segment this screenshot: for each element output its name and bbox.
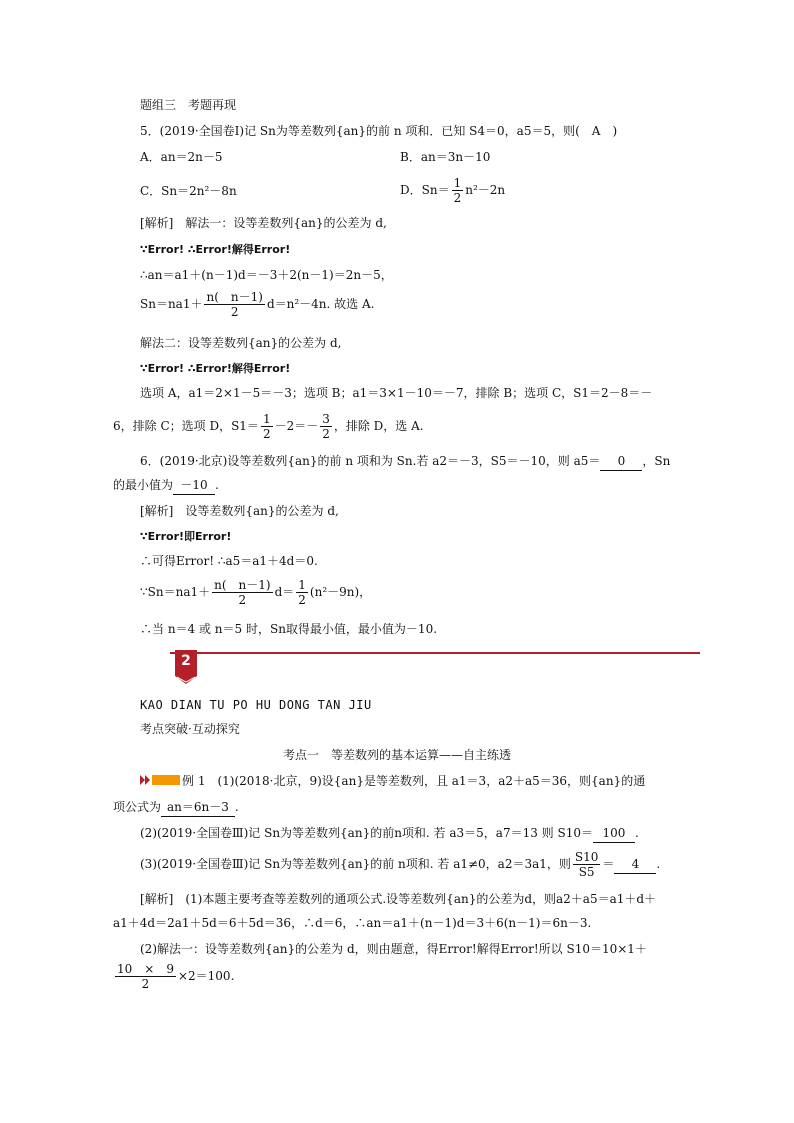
answer-blank: 4: [614, 855, 656, 874]
q5-option-a: A．an＝2n－5: [140, 150, 223, 164]
q5-solution-line: Sn＝na1＋ $\frac{n( n-1)}{2}$ d＝n²－4n. 故选 A.: [140, 290, 375, 319]
point-title: 考点一 等差数列的基本运算——自主练透: [282, 748, 511, 762]
q5-solution-line: ∵Error! ∴Error!解得Error!: [140, 362, 291, 375]
q5-solution-line: 选项 A，a1＝2×1－5＝－3；选项 B；a1＝3×1－10＝－7，排除 B；选项 C，S1＝2－8＝－: [140, 386, 653, 400]
q5-solution-line: ∴an＝a1＋(n－1)d＝－3＋2(n－1)＝2n－5，: [140, 268, 393, 282]
fraction: $\frac{1}{2}$: [298, 578, 306, 607]
group-title: 题组三 考题再现: [140, 98, 237, 112]
fraction: $\frac{3}{2}$: [322, 412, 330, 441]
q5-stem: 5．(2019·全国卷Ⅰ)记 Sn为等差数列{an}的前 n 项和．已知 S4＝0，a5＝5，则( A ): [140, 124, 618, 138]
fraction: $\frac{1}{2}$: [453, 176, 462, 205]
q5-option-c: C．Sn＝2n²－8n: [140, 184, 237, 198]
example-solution-line: $\frac{10 \times 9}{2}$ ×2＝100.: [117, 962, 235, 991]
q5-solution-line: 6，排除 C；选项 D，S1＝ $\frac{1}{2}$ －2＝－ $\frac{3}{2}$ ，排除 D，选 A.: [113, 412, 424, 441]
example-line: (2)(2019·全国卷Ⅲ)记 Sn为等差数列{an}的前n项和. 若 a3＝5，a7＝13 则 S10＝ 100 .: [140, 824, 680, 843]
q5-solution-line: ∵Error! ∴Error!解得Error!: [140, 243, 291, 256]
q6-solution-line: ∴当 n＝4 或 n＝5 时，Sn取得最小值，最小值为－10.: [140, 622, 438, 636]
section-number: 2: [181, 653, 191, 669]
fraction: $\frac{S10}{S5}$: [574, 850, 599, 879]
example-solution-line: a1＋4d＝2a1＋5d＝6＋5d＝36，∴d＝6，∴an＝a1＋(n－1)d＝3＋6(n－1)＝6n－3.: [113, 916, 592, 930]
answer-blank: an＝6n－3: [161, 798, 235, 817]
q6-solution-line: ∵Sn＝na1＋ $\frac{n( n-1)}{2}$ d＝ $\frac{1}{2}$ (n²－9n)，: [140, 578, 372, 607]
answer-blank: 100: [593, 824, 635, 843]
section-pinyin: KAO DIAN TU PO HU DONG TAN JIU: [140, 698, 372, 712]
answer-blank: －10: [173, 476, 215, 495]
example-line: (3)(2019·全国卷Ⅲ)记 Sn为等差数列{an}的前 n项和. 若 a1≠0，a2＝3a1，则 $\frac{S10}{S5}$ ＝ 4 .: [140, 850, 661, 879]
answer-blank: 0: [600, 452, 642, 471]
example-marker-icon: [140, 773, 180, 791]
fraction: $\frac{n( n-1)}{2}$: [206, 290, 263, 319]
fraction: $\frac{n( n-1)}{2}$: [214, 578, 271, 607]
q6-stem: 6．(2019·北京)设等差数列{an}的前 n 项和为 Sn.若 a2＝－3，S5＝－10，则 a5＝ 0 ，Sn: [140, 452, 680, 471]
section-number-badge: [175, 650, 197, 684]
q5-option-b: B．an＝3n－10: [400, 150, 491, 164]
example-line: 项公式为 an＝6n－3 .: [113, 798, 693, 817]
fraction: $\frac{1}{2}$: [262, 412, 271, 441]
example-solution-line: [解析] (1)本题主要考查等差数列的通项公式.设等差数列{an}的公差为d，则a2＋a5＝a1＋d＋: [140, 892, 657, 906]
q6-solution-line: ∴可得Error! ∴a5＝a1＋4d＝0.: [140, 554, 318, 568]
section-divider: [170, 652, 700, 654]
example-solution-line: (2)解法一：设等差数列{an}的公差为 d，则由题意，得Error!解得Error!所以 S10＝10×1＋: [140, 942, 647, 956]
fraction: $\frac{10 \times 9}{2}$: [117, 962, 174, 991]
q5-solution-line: [解析] 解法一：设等差数列{an}的公差为 d,: [140, 216, 387, 230]
q6-stem-line2: 的最小值为 －10 .: [113, 476, 693, 495]
section-title: 考点突破·互动探究: [140, 722, 240, 736]
q5-option-d: D．Sn＝ $\frac{1}{2}$ n²－2n: [400, 176, 506, 205]
q6-solution-line: ∵Error!即Error!: [140, 530, 232, 543]
example-line: 例 1 (1)(2018·北京，9)设{an}是等差数列，且 a1＝3，a2＋a5＝36，则{an}的通: [140, 772, 680, 791]
q5-solution-line: 解法二：设等差数列{an}的公差为 d,: [140, 336, 342, 350]
q6-solution-line: [解析] 设等差数列{an}的公差为 d,: [140, 504, 339, 518]
